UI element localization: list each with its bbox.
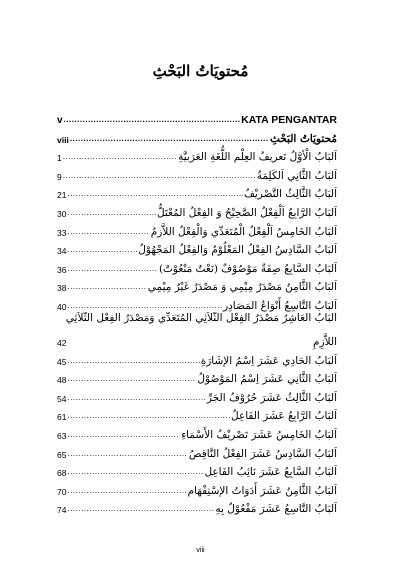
toc-entry-label: اَلبَابُ الرَّابِعُ اَلْفِعْلُ الصَّحِيْحُ وَ الفِعْلُ المُعْتَلُّ <box>156 206 337 219</box>
toc-entry-kata-pengantar <box>57 104 337 126</box>
dot-leader <box>67 207 156 219</box>
toc-page-number: 38 <box>57 283 67 294</box>
toc-entry-multiline <box>57 312 337 348</box>
toc-page-number: 34 <box>57 246 67 257</box>
toc-page-number: 42 <box>57 337 67 348</box>
dot-leader <box>67 263 157 275</box>
toc-entry <box>57 293 337 312</box>
toc-page-number: 33 <box>57 227 67 238</box>
toc-entry <box>57 460 337 479</box>
toc-entry-label: اَلبَابُ التَّاسِعُ عَشَرَ مَفْعُوْلٌ بِهِ <box>215 503 337 516</box>
toc-page-number: 54 <box>57 393 67 404</box>
toc-page-number: 48 <box>57 375 67 386</box>
dot-leader <box>63 151 177 163</box>
toc-entry-label: اَلبَابُ الْأوَّلُ تَعرِيفُ العِلْمِ اللُّغَةِ العَرَبيَّةِ <box>178 151 337 164</box>
toc-entry-label: اَلبَابُ الرَّابِعُ عَشَرَ الفَاعِلُ <box>231 410 337 423</box>
toc-entry-label: اَلبَابُ الثَّانِي عَشَرَ اِسْمُ المَوْصُوْلُ <box>197 373 337 386</box>
toc-page-number: v <box>57 115 63 126</box>
toc-entry <box>57 404 337 423</box>
toc-page-number: 9 <box>57 171 62 182</box>
toc-page-number: 63 <box>57 430 67 441</box>
dot-leader <box>67 355 199 367</box>
dot-leader <box>64 114 241 126</box>
toc-page-number: 70 <box>57 486 67 497</box>
toc-entry-label: اَلبَابُ الثَّالِثُ عَشَرَ حُرُوْفُ الجَرِّ <box>206 391 337 404</box>
toc-entry-label: اَلبَابُ الثَّامِنُ عَشَرَ أَدَوَاتُ الإِسْتِفْهَامِ <box>187 484 337 497</box>
toc-entry-label: اَلبَابُ السَّابِعُ صِفَةٌ مَوْصُوْفٌ (نَعْتٌ مَنْعُوْتٌ) <box>158 262 337 275</box>
toc-entry-contents <box>57 126 337 145</box>
page-title: مُحتويَاتُ البَحْثِ <box>152 62 249 80</box>
toc-entry-label: اَلبَابُ الثَّالِثُ التَّصْرِيْفُ <box>243 188 337 201</box>
dot-leader <box>67 503 214 515</box>
toc-page-number: 61 <box>57 412 67 423</box>
dot-leader <box>67 429 180 441</box>
toc-entry <box>57 367 337 386</box>
toc-page-number: 74 <box>57 505 67 516</box>
toc-entry-label: اَلبَابُ السَّادِسُ عَشَرَ الفِعْلُ النَّاقِصُ <box>188 447 337 460</box>
toc-entry-label: اَلبَابُ العَاشِرُ مَصْدَرُ الفِعْلِ الثُّلاَثِي المُتَعَدِّي وَمَصْدَرُ الفِعْلِ الثُّلاَثِي <box>65 311 337 324</box>
toc-entry <box>57 182 337 201</box>
toc-page-number: 65 <box>57 449 67 460</box>
dot-leader <box>67 466 203 478</box>
toc-entry-label: مُحتويَاتُ البَحْثِ <box>269 132 337 145</box>
dot-leader <box>67 300 222 312</box>
toc-page-number: 36 <box>57 264 67 275</box>
toc-entry <box>57 478 337 497</box>
toc-entry-label: اَلبَابُ الثَّانِي اَلكَلِمَةُ <box>256 169 337 182</box>
dot-leader <box>67 188 243 200</box>
dot-leader <box>67 485 186 497</box>
toc-entry-label-continued: اللاَّزِمِ <box>313 335 337 348</box>
table-of-contents <box>57 104 337 515</box>
toc-entry-label: اَلبَابُ التَّاسِعُ أَنْوَاعُ المَصَادِرِ <box>223 299 337 312</box>
toc-entry <box>57 422 337 441</box>
toc-entry-label: اَلبَابُ السَّابِعُ عَشَرَ نَائِبُ الفَاعِلِ <box>204 466 337 479</box>
toc-entry <box>57 145 337 164</box>
footer-page-number: viii <box>196 547 205 554</box>
toc-entry-label: اَلبَابُ الثَّامِنُ مَصْدَرٌ مِيْمِي وَ مَصْدَرٌ غَيْرُ مِيْمِي <box>147 281 337 294</box>
toc-entry-label: اَلبَابُ الخَامِسُ اَلْفِعْلُ الْمُتَعَدِّي وَالْفِعْلُ اللاَّزِمُ <box>150 225 337 238</box>
toc-entry-label: اَلبَابُ السَّادِسُ الفِعْلُ المَعْلُوْمُ وَالفِعْلُ المَجْهُوْلُ <box>138 244 337 257</box>
toc-page-number: 68 <box>57 468 67 479</box>
toc-entry <box>57 219 337 238</box>
dot-leader <box>67 448 187 460</box>
toc-entry <box>57 238 337 257</box>
dot-leader <box>67 410 230 422</box>
toc-page-number: 1 <box>57 153 62 164</box>
toc-entry <box>57 497 337 516</box>
toc-entry <box>57 256 337 275</box>
toc-page-number: 40 <box>57 301 67 312</box>
toc-entry-label: اَلبَابُ الخَامِسُ عَشَرَ تَصْرِيْفُ الأَسْمَاءِ <box>181 428 337 441</box>
toc-page-number: 45 <box>57 356 67 367</box>
dot-leader <box>67 392 205 404</box>
toc-entry-label: KATA PENGANTAR <box>241 114 337 126</box>
toc-entry <box>57 385 337 404</box>
toc-entry <box>57 348 337 367</box>
toc-page-number: 30 <box>57 208 67 219</box>
dot-leader <box>67 244 137 256</box>
dot-leader <box>70 133 269 145</box>
dot-leader <box>67 281 146 293</box>
toc-entry <box>57 163 337 182</box>
toc-page-number: viii <box>57 134 69 145</box>
dot-leader <box>63 170 256 182</box>
toc-entry <box>57 275 337 294</box>
dot-leader <box>67 373 196 385</box>
dot-leader <box>67 226 149 238</box>
toc-page-number: 21 <box>57 190 67 201</box>
toc-entry-label: اَلبَابُ الحَادِي عَشَرَ اِسْمُ الإِشَارَةِ <box>200 354 337 367</box>
toc-entry <box>57 441 337 460</box>
toc-entry <box>57 200 337 219</box>
